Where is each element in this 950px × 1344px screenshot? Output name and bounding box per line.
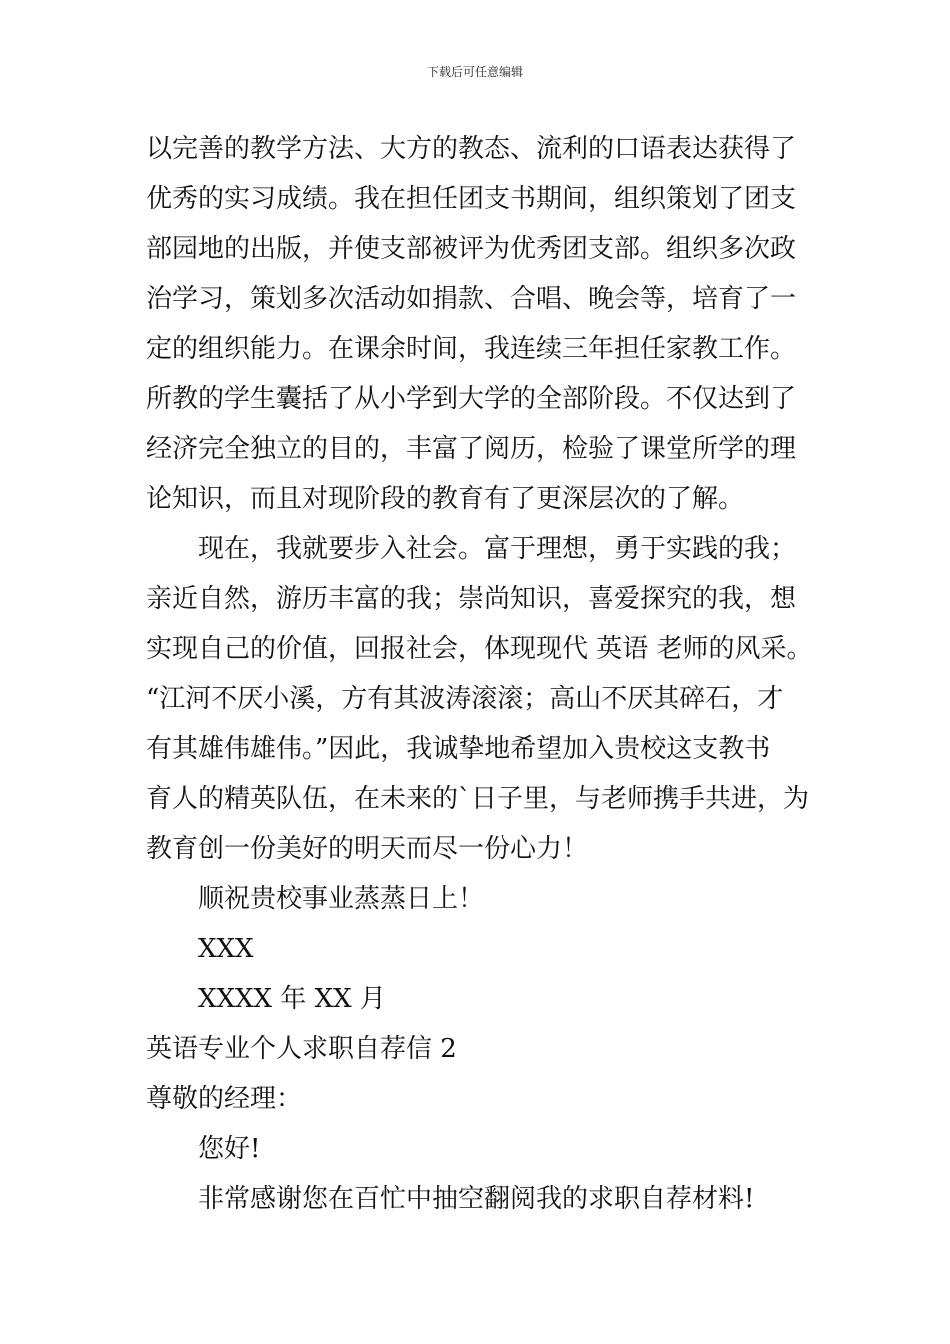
signature: XXX [198, 934, 254, 964]
text-line: 有其雄伟雄伟。”因此，我诚挚地希望加入贵校这支教书 [146, 734, 771, 764]
letter2-opening: 非常感谢您在百忙中抽空翻阅我的求职自荐材料! [198, 1184, 755, 1214]
text-line: 定的组织能力。在课余时间，我连续三年担任家教工作。 [146, 334, 797, 364]
letter2-greeting-block [146, 1124, 846, 1224]
closing-block [146, 874, 846, 1024]
text-line: 育人的精英队伍，在未来的`日子里，与老师携手共进，为 [146, 784, 810, 814]
letter2-greeting: 您好! [198, 1134, 261, 1164]
text-line: “江河不厌小溪，方有其波涛滚滚；高山不厌其碎石，才 [146, 684, 784, 714]
letter-date: XXXX 年 XX 月 [198, 984, 386, 1014]
text-line: 部园地的出版，并使支部被评为优秀团支部。组织多次政 [146, 234, 797, 264]
text-line: 教育创一份美好的明天而尽一份心力！ [146, 834, 589, 864]
text-line: 经济完全独立的目的，丰富了阅历，检验了课堂所学的理 [146, 434, 797, 464]
paragraph-aspiration [146, 524, 846, 874]
document-body [146, 124, 846, 1224]
letter2-salutation: 尊敬的经理： [146, 1084, 303, 1114]
text-line: 实现自己的价值，回报社会，体现现代 英语 老师的风采。 [146, 634, 813, 664]
paragraph-experience [146, 124, 846, 524]
text-line: 论知识，而且对现阶段的教育有了更深层次的了解。 [146, 484, 745, 514]
letter2-title: 英语专业个人求职自荐信 2 [146, 1034, 457, 1064]
text-line: 现在，我就要步入社会。富于理想，勇于实践的我； [198, 534, 797, 564]
closing-wish: 顺祝贵校事业蒸蒸日上！ [198, 884, 485, 914]
text-line: 优秀的实习成绩。我在担任团支书期间，组织策划了团支 [146, 184, 797, 214]
page-header-note: 下载后可任意编辑 [426, 65, 523, 79]
text-line: 所教的学生囊括了从小学到大学的全部阶段。不仅达到了 [146, 384, 797, 414]
letter2-header [146, 1024, 846, 1124]
text-line: 以完善的教学方法、大方的教态、流利的口语表达获得了 [146, 134, 797, 164]
text-line: 治学习，策划多次活动如捐款、合唱、晚会等，培育了一 [146, 284, 797, 314]
text-line: 亲近自然，游历丰富的我；崇尚知识，喜爱探究的我，想 [146, 584, 797, 614]
